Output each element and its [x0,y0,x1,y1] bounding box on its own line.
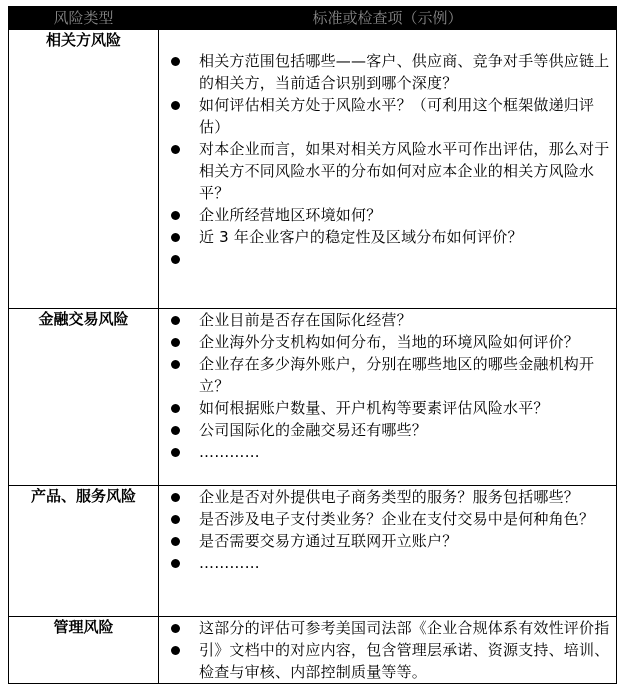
list-item: 企业海外分支机构如何分布，当地的环境风险如何评价？ [159,331,616,353]
bullet-icon [171,448,180,457]
header-criteria: 标准或检查项（示例） [159,7,617,30]
bullet-icon [171,233,180,242]
bullet-icon [171,255,180,264]
criteria-list [159,486,616,574]
list-item: 企业所经营地区环境如何？ [159,204,616,226]
list-item: 企业是否对外提供电子商务类型的服务？服务包括哪些？ [159,486,616,508]
criteria-list [159,617,616,683]
list-item: 公司国际化的金融交易还有哪些？ [159,419,616,441]
criteria-list [159,309,616,463]
bullet-icon [171,338,180,347]
table-row [9,486,617,617]
risk-category: 管理风险 [9,617,159,684]
list-item: 如何根据账户数量、开户机构等要素评估风险水平？ [159,397,616,419]
list-item: 对本企业而言，如果对相关方风险水平可作出评估，那么对于相关方不同风险水平的分布如何对应本企业的相关方风险水平？ [159,138,616,204]
bullet-icon [171,404,180,413]
list-item: 相关方范围包括哪些——客户、供应商、竞争对手等供应链上的相关方，当前适合识别到哪个深度？ [159,50,616,94]
list-item: ………… [159,441,616,463]
table-row [9,30,617,309]
risk-table [8,6,617,684]
risk-category: 相关方风险 [9,30,159,309]
list-item: 企业存在多少海外账户，分别在哪些地区的哪些金融机构开立？ [159,353,616,397]
bullet-icon [171,646,180,655]
bullet-icon [171,145,180,154]
table-header-row [9,7,617,30]
list-item: 如何评估相关方处于风险水平？（可利用这个框架做递归评估） [159,94,616,138]
bullet-icon [171,211,180,220]
risk-category: 产品、服务风险 [9,486,159,617]
criteria-cell [159,617,617,684]
bullet-icon [171,57,180,66]
list-item: 这部分的评估可参考美国司法部《企业合规体系有效性评价指引》文档中的对应内容，包含管理层承诺、资源支持、培训、检查与审核、内部控制质量等等。 [159,617,616,683]
list-item: 企业目前是否存在国际化经营？ [159,309,616,331]
criteria-cell [159,30,617,309]
list-item: ………… [159,552,616,574]
criteria-cell [159,309,617,486]
list-item: 是否需要交易方通过互联网开立账户？ [159,530,616,552]
header-risk-type: 风险类型 [9,7,159,30]
criteria-cell [159,486,617,617]
bullet-icon [171,493,180,502]
bullet-icon [171,316,180,325]
bullet-icon [171,426,180,435]
list-item [159,248,616,270]
bullet-icon [171,537,180,546]
table-row [9,309,617,486]
bullet-icon [171,515,180,524]
bullet-icon [171,360,180,369]
bullet-icon [171,101,180,110]
criteria-list [159,50,616,270]
list-item: 近 3 年企业客户的稳定性及区域分布如何评价？ [159,226,616,248]
bullet-icon [171,559,180,568]
table-row [9,617,617,684]
risk-category: 金融交易风险 [9,309,159,486]
list-item: 是否涉及电子支付类业务？企业在支付交易中是何种角色？ [159,508,616,530]
